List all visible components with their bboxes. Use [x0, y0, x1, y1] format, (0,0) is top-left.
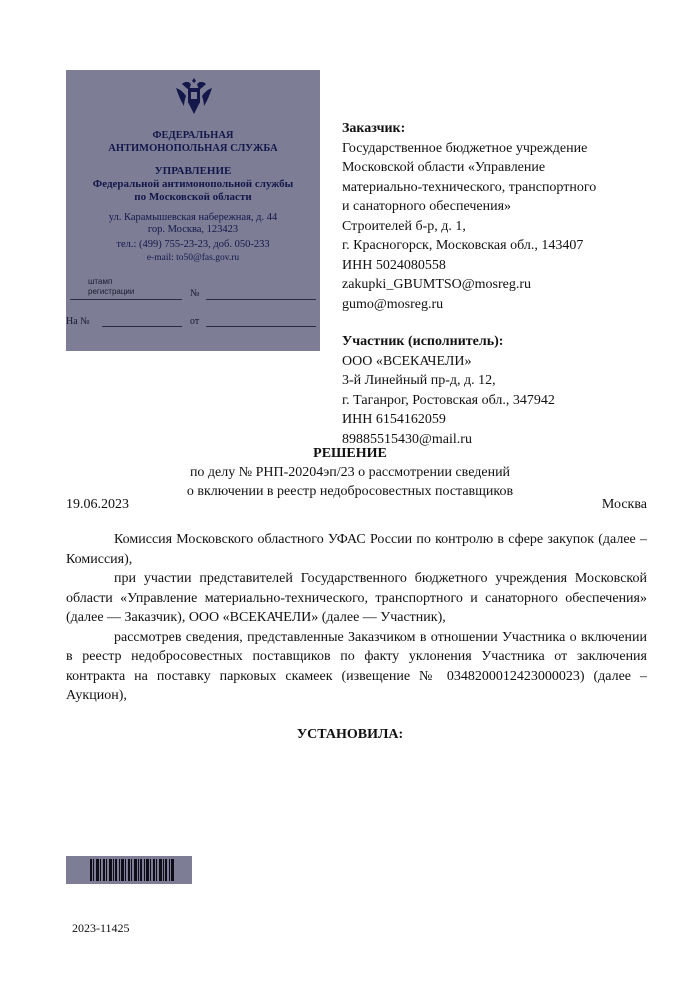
stamp-address — [66, 212, 320, 236]
stamp-reply-number-label: На № — [66, 316, 90, 327]
decision-city: Москва — [601, 497, 647, 512]
stamp-number-line — [206, 299, 316, 300]
participant-line: 3-й Линейный пр-д, д. 12, — [342, 373, 496, 388]
participant-email: 89885515430@mail.ru — [342, 431, 472, 447]
stamp-agency-line1: ФЕДЕРАЛЬНАЯ — [152, 130, 234, 141]
stamp-registration-label2: регистрации — [88, 287, 135, 296]
participant-line: г. Таганрог, Ростовская обл., 347942 — [342, 392, 555, 408]
stamp-department-line2: по Московской области — [134, 191, 252, 203]
established-heading: УСТАНОВИЛА: — [296, 727, 404, 742]
stamp-department-heading: УПРАВЛЕНИЕ — [154, 165, 232, 177]
participant-heading: Участник (исполнитель): — [342, 334, 504, 349]
customer-line: ИНН 5024080558 — [342, 257, 446, 273]
decision-subtitle-line1: по делу № РНП-20204эп/23 о рассмотрении сведений — [189, 465, 511, 480]
customer-email: zakupki_GBUMTSO@mosreg.ru — [342, 277, 532, 292]
decision-title-block — [0, 444, 700, 501]
stamp-registration-line — [70, 299, 182, 300]
customer-line: Строителей б-р, д. 1, — [342, 218, 466, 234]
addressee-block — [342, 119, 672, 449]
customer-line: материально-технического, транспортного — [342, 179, 597, 195]
customer-line: и санаторного обеспечения» — [342, 199, 512, 214]
customer-line: Московской области «Управление — [342, 160, 546, 175]
customer-line: Государственное бюджетное учреждение — [342, 140, 588, 156]
participant-line: ИНН 6154162059 — [342, 412, 446, 427]
participant-line: ООО «ВСЕКАЧЕЛИ» — [342, 353, 472, 369]
decision-title: РЕШЕНИЕ — [313, 446, 387, 461]
decision-body — [66, 530, 647, 706]
stamp-address-line1: ул. Карамышевская набережная, д. 44 — [108, 212, 278, 223]
stamp-number-label: № — [190, 288, 200, 299]
coat-of-arms-icon — [172, 74, 216, 118]
stamp-registration-label1: штамп — [88, 277, 113, 286]
stamp-phone: тел.: (499) 755-23-23, доб. 050-233 — [116, 239, 270, 250]
document-number: 2023-11425 — [72, 921, 130, 935]
stamp-from-label: от — [190, 316, 200, 327]
body-paragraph: рассмотрев сведения, представленные Заказчиком в отношении Участника о включении в реестр недобросовестных поставщиков по факту уклонения Участника от заключения контракта на поставку парковых скамеек (извещение № 0348200012423000023) (далее – Аукцион), — [66, 629, 647, 703]
stamp-department-line1: Федеральной антимонопольной службы — [92, 178, 294, 190]
stamp-address-line2: гор. Москва, 123423 — [147, 224, 239, 235]
body-paragraph: при участии представителей Государственного бюджетного учреждения Московской области «Управление материально-технического, транспортного и санаторного обеспечения» (далее — Заказчик), ООО «ВСЕКАЧЕЛИ» (далее — Участник), — [66, 571, 647, 625]
registration-stamp — [66, 70, 320, 351]
stamp-email: e-mail: to50@fas.gov.ru — [146, 253, 240, 263]
customer-heading: Заказчик: — [342, 121, 406, 136]
barcode — [66, 856, 192, 884]
customer-line: г. Красногорск, Московская обл., 143407 — [342, 238, 584, 253]
barcode-icon — [90, 859, 174, 881]
decision-subtitle-line2: о включении в реестр недобросовестных поставщиков — [186, 484, 514, 499]
decision-date: 19.06.2023 — [66, 497, 129, 512]
stamp-reply-number-line — [102, 326, 182, 327]
body-paragraph: Комиссия Московского областного УФАС России по контролю в сфере закупок (далее – Комиссия), — [66, 532, 647, 567]
customer-email: gumo@mosreg.ru — [342, 296, 444, 312]
stamp-agency-line2: АНТИМОНОПОЛЬНАЯ СЛУЖБА — [108, 143, 278, 154]
stamp-from-line — [206, 326, 316, 327]
